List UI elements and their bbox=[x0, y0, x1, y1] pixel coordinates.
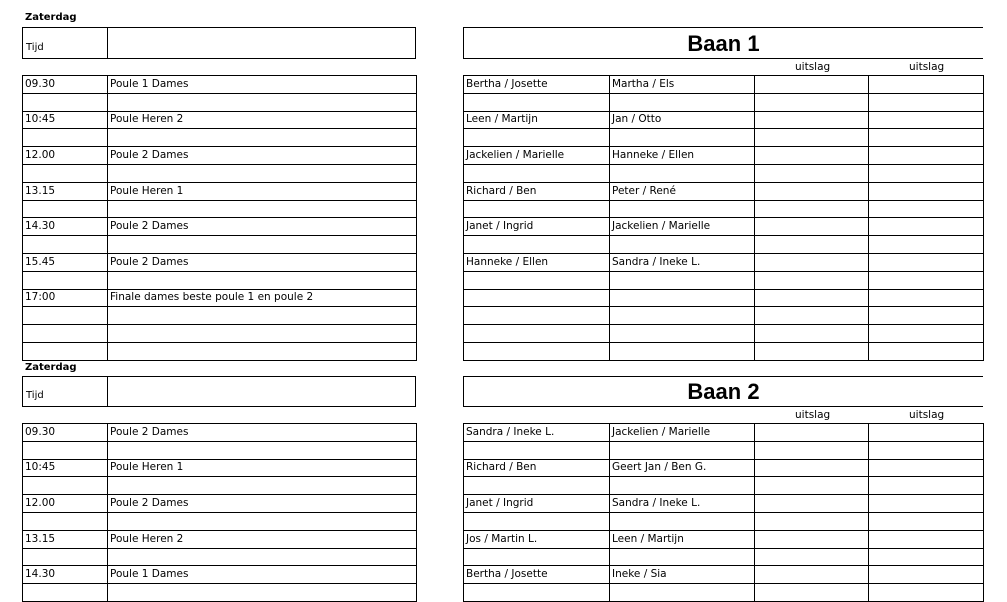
time-cell: 09.30 bbox=[23, 76, 108, 94]
table-row bbox=[23, 93, 417, 111]
table-row bbox=[464, 93, 984, 111]
day-label: Zaterdag bbox=[25, 362, 77, 373]
time-cell: 12.00 bbox=[23, 147, 108, 165]
team-a-cell: Leen / Martijn bbox=[464, 111, 610, 129]
result-cell bbox=[755, 289, 869, 307]
table-row bbox=[23, 512, 417, 530]
event-cell bbox=[108, 548, 417, 566]
result-header: uitslag bbox=[909, 61, 945, 73]
event-cell bbox=[108, 200, 417, 218]
event-cell bbox=[108, 271, 417, 289]
court-title: Baan 1 bbox=[687, 31, 760, 56]
time-cell bbox=[23, 548, 108, 566]
time-cell bbox=[23, 271, 108, 289]
event-cell: Poule Heren 1 bbox=[108, 182, 417, 200]
team-b-cell: Leen / Martijn bbox=[610, 530, 755, 548]
table-row bbox=[464, 512, 984, 530]
table-row bbox=[23, 253, 417, 271]
result-cell bbox=[869, 111, 984, 129]
result-cell bbox=[869, 218, 984, 236]
result-cell bbox=[755, 93, 869, 111]
event-cell: Poule 2 Dames bbox=[108, 218, 417, 236]
event-cell bbox=[108, 129, 417, 147]
table-row bbox=[23, 271, 417, 289]
result-cell bbox=[869, 182, 984, 200]
team-a-cell: Richard / Ben bbox=[464, 459, 610, 477]
table-row bbox=[23, 164, 417, 182]
result-cell bbox=[755, 566, 869, 584]
time-cell bbox=[23, 236, 108, 254]
event-cell bbox=[108, 584, 417, 602]
team-b-cell bbox=[610, 342, 755, 360]
team-a-cell: Richard / Ben bbox=[464, 182, 610, 200]
result-cell bbox=[869, 566, 984, 584]
result-cell bbox=[755, 111, 869, 129]
event-cell bbox=[108, 477, 417, 495]
table-row bbox=[23, 289, 417, 307]
event-cell: Poule Heren 2 bbox=[108, 111, 417, 129]
result-cell bbox=[869, 584, 984, 602]
result-cell bbox=[869, 147, 984, 165]
table-row bbox=[464, 76, 984, 94]
table-row bbox=[23, 495, 417, 513]
result-cell bbox=[869, 325, 984, 343]
result-cell bbox=[755, 164, 869, 182]
team-b-cell: Martha / Els bbox=[610, 76, 755, 94]
event-cell bbox=[108, 93, 417, 111]
table-row bbox=[464, 584, 984, 602]
table-row bbox=[23, 530, 417, 548]
result-cell bbox=[869, 512, 984, 530]
team-b-cell bbox=[610, 477, 755, 495]
result-cell bbox=[755, 307, 869, 325]
team-b-cell bbox=[610, 512, 755, 530]
result-cell bbox=[755, 271, 869, 289]
table-row bbox=[464, 441, 984, 459]
table-row bbox=[464, 271, 984, 289]
schedule-table-right bbox=[463, 423, 984, 602]
court-title-box bbox=[463, 376, 983, 407]
event-cell: Poule Heren 1 bbox=[108, 459, 417, 477]
team-a-cell bbox=[464, 342, 610, 360]
team-a-cell: Sandra / Ineke L. bbox=[464, 424, 610, 442]
tijd-header-box bbox=[22, 27, 416, 59]
team-a-cell: Bertha / Josette bbox=[464, 566, 610, 584]
team-a-cell bbox=[464, 307, 610, 325]
team-a-cell bbox=[464, 548, 610, 566]
tijd-header-box bbox=[22, 376, 416, 407]
event-cell: Poule 2 Dames bbox=[108, 147, 417, 165]
event-cell: Poule 2 Dames bbox=[108, 253, 417, 271]
table-row bbox=[464, 111, 984, 129]
team-b-cell: Hanneke / Ellen bbox=[610, 147, 755, 165]
table-row bbox=[464, 253, 984, 271]
team-a-cell bbox=[464, 93, 610, 111]
result-cell bbox=[869, 76, 984, 94]
time-cell bbox=[23, 307, 108, 325]
table-row bbox=[464, 548, 984, 566]
team-a-cell bbox=[464, 441, 610, 459]
table-row bbox=[23, 76, 417, 94]
team-b-cell: Jackelien / Marielle bbox=[610, 424, 755, 442]
team-a-cell: Janet / Ingrid bbox=[464, 218, 610, 236]
team-a-cell bbox=[464, 289, 610, 307]
team-b-cell: Jan / Otto bbox=[610, 111, 755, 129]
table-row bbox=[464, 495, 984, 513]
table-row bbox=[23, 584, 417, 602]
result-cell bbox=[869, 548, 984, 566]
result-cell bbox=[869, 495, 984, 513]
event-cell: Poule 1 Dames bbox=[108, 566, 417, 584]
table-row bbox=[23, 111, 417, 129]
table-row bbox=[464, 566, 984, 584]
result-cell bbox=[755, 76, 869, 94]
time-cell: 10:45 bbox=[23, 111, 108, 129]
time-cell: 12.00 bbox=[23, 495, 108, 513]
table-row bbox=[464, 182, 984, 200]
table-row bbox=[23, 325, 417, 343]
table-row bbox=[464, 129, 984, 147]
result-cell bbox=[869, 307, 984, 325]
table-row bbox=[23, 342, 417, 360]
time-cell bbox=[23, 200, 108, 218]
table-row bbox=[464, 325, 984, 343]
table-row bbox=[23, 200, 417, 218]
time-cell bbox=[23, 441, 108, 459]
result-cell bbox=[755, 325, 869, 343]
time-cell bbox=[23, 129, 108, 147]
table-row bbox=[464, 530, 984, 548]
team-a-cell bbox=[464, 584, 610, 602]
time-cell bbox=[23, 342, 108, 360]
team-b-cell bbox=[610, 271, 755, 289]
table-row bbox=[23, 129, 417, 147]
table-row bbox=[464, 289, 984, 307]
event-cell: Finale dames beste poule 1 en poule 2 bbox=[108, 289, 417, 307]
day-label: Zaterdag bbox=[25, 12, 77, 23]
result-cell bbox=[755, 424, 869, 442]
team-a-cell bbox=[464, 477, 610, 495]
team-a-cell: Jos / Martin L. bbox=[464, 530, 610, 548]
result-cell bbox=[869, 289, 984, 307]
result-cell bbox=[869, 253, 984, 271]
table-row bbox=[464, 218, 984, 236]
result-cell bbox=[869, 271, 984, 289]
result-cell bbox=[869, 424, 984, 442]
table-row bbox=[464, 477, 984, 495]
team-a-cell bbox=[464, 236, 610, 254]
time-cell: 13.15 bbox=[23, 530, 108, 548]
time-cell: 17:00 bbox=[23, 289, 108, 307]
team-a-cell bbox=[464, 512, 610, 530]
team-a-cell bbox=[464, 164, 610, 182]
team-a-cell: Janet / Ingrid bbox=[464, 495, 610, 513]
table-row bbox=[23, 459, 417, 477]
team-b-cell: Sandra / Ineke L. bbox=[610, 495, 755, 513]
result-cell bbox=[755, 147, 869, 165]
team-a-cell bbox=[464, 129, 610, 147]
team-b-cell bbox=[610, 325, 755, 343]
team-b-cell: Peter / René bbox=[610, 182, 755, 200]
table-row bbox=[23, 307, 417, 325]
result-cell bbox=[755, 342, 869, 360]
result-cell bbox=[755, 218, 869, 236]
result-cell bbox=[755, 512, 869, 530]
result-cell bbox=[869, 530, 984, 548]
result-cell bbox=[755, 236, 869, 254]
result-cell bbox=[869, 164, 984, 182]
team-b-cell bbox=[610, 129, 755, 147]
team-b-cell bbox=[610, 441, 755, 459]
event-cell bbox=[108, 441, 417, 459]
result-cell bbox=[755, 495, 869, 513]
table-row bbox=[464, 459, 984, 477]
event-cell bbox=[108, 512, 417, 530]
time-cell bbox=[23, 164, 108, 182]
result-cell bbox=[869, 200, 984, 218]
team-b-cell bbox=[610, 584, 755, 602]
table-row bbox=[464, 200, 984, 218]
event-cell: Poule 2 Dames bbox=[108, 495, 417, 513]
team-a-cell bbox=[464, 200, 610, 218]
schedule-table-right bbox=[463, 75, 984, 361]
event-cell bbox=[108, 307, 417, 325]
team-b-cell: Ineke / Sia bbox=[610, 566, 755, 584]
result-cell bbox=[869, 236, 984, 254]
team-b-cell bbox=[610, 200, 755, 218]
court-title-box bbox=[463, 27, 983, 59]
result-cell bbox=[869, 459, 984, 477]
time-cell bbox=[23, 93, 108, 111]
result-cell bbox=[755, 182, 869, 200]
table-row bbox=[23, 566, 417, 584]
event-cell bbox=[108, 236, 417, 254]
team-b-cell: Sandra / Ineke L. bbox=[610, 253, 755, 271]
result-cell bbox=[755, 129, 869, 147]
team-a-cell bbox=[464, 325, 610, 343]
table-row bbox=[23, 477, 417, 495]
table-row bbox=[23, 441, 417, 459]
team-a-cell: Jackelien / Marielle bbox=[464, 147, 610, 165]
team-b-cell: Jackelien / Marielle bbox=[610, 218, 755, 236]
table-row bbox=[23, 182, 417, 200]
team-b-cell bbox=[610, 164, 755, 182]
result-header: uitslag bbox=[909, 409, 945, 421]
team-a-cell bbox=[464, 271, 610, 289]
team-b-cell bbox=[610, 548, 755, 566]
event-cell bbox=[108, 325, 417, 343]
time-cell bbox=[23, 477, 108, 495]
table-row bbox=[23, 424, 417, 442]
team-a-cell: Hanneke / Ellen bbox=[464, 253, 610, 271]
result-cell bbox=[869, 93, 984, 111]
table-row bbox=[464, 147, 984, 165]
result-cell bbox=[755, 548, 869, 566]
table-row bbox=[23, 236, 417, 254]
result-cell bbox=[755, 477, 869, 495]
time-cell: 15.45 bbox=[23, 253, 108, 271]
result-cell bbox=[755, 441, 869, 459]
result-cell bbox=[869, 342, 984, 360]
court-title: Baan 2 bbox=[687, 379, 760, 404]
schedule-table-left bbox=[22, 75, 417, 361]
result-header: uitslag bbox=[795, 61, 831, 73]
time-cell bbox=[23, 584, 108, 602]
table-row bbox=[464, 342, 984, 360]
result-cell bbox=[755, 530, 869, 548]
table-row bbox=[23, 147, 417, 165]
time-cell: 09.30 bbox=[23, 424, 108, 442]
result-cell bbox=[755, 200, 869, 218]
event-cell bbox=[108, 164, 417, 182]
result-cell bbox=[869, 129, 984, 147]
table-row bbox=[464, 236, 984, 254]
table-row bbox=[464, 307, 984, 325]
event-cell: Poule Heren 2 bbox=[108, 530, 417, 548]
result-cell bbox=[755, 253, 869, 271]
event-cell: Poule 2 Dames bbox=[108, 424, 417, 442]
tijd-header: Tijd bbox=[26, 390, 44, 401]
tijd-header: Tijd bbox=[26, 42, 44, 53]
table-row bbox=[464, 164, 984, 182]
event-cell bbox=[108, 342, 417, 360]
time-cell: 14.30 bbox=[23, 218, 108, 236]
result-header: uitslag bbox=[795, 409, 831, 421]
team-b-cell bbox=[610, 236, 755, 254]
team-b-cell bbox=[610, 289, 755, 307]
result-cell bbox=[755, 584, 869, 602]
team-b-cell bbox=[610, 93, 755, 111]
result-cell bbox=[869, 441, 984, 459]
time-cell: 13.15 bbox=[23, 182, 108, 200]
schedule-table-left bbox=[22, 423, 417, 602]
result-cell bbox=[869, 477, 984, 495]
team-b-cell: Geert Jan / Ben G. bbox=[610, 459, 755, 477]
table-row bbox=[23, 218, 417, 236]
result-cell bbox=[755, 459, 869, 477]
table-row bbox=[23, 548, 417, 566]
time-cell: 14.30 bbox=[23, 566, 108, 584]
team-b-cell bbox=[610, 307, 755, 325]
time-cell: 10:45 bbox=[23, 459, 108, 477]
table-row bbox=[464, 424, 984, 442]
team-a-cell: Bertha / Josette bbox=[464, 76, 610, 94]
time-cell bbox=[23, 325, 108, 343]
event-cell: Poule 1 Dames bbox=[108, 76, 417, 94]
time-cell bbox=[23, 512, 108, 530]
